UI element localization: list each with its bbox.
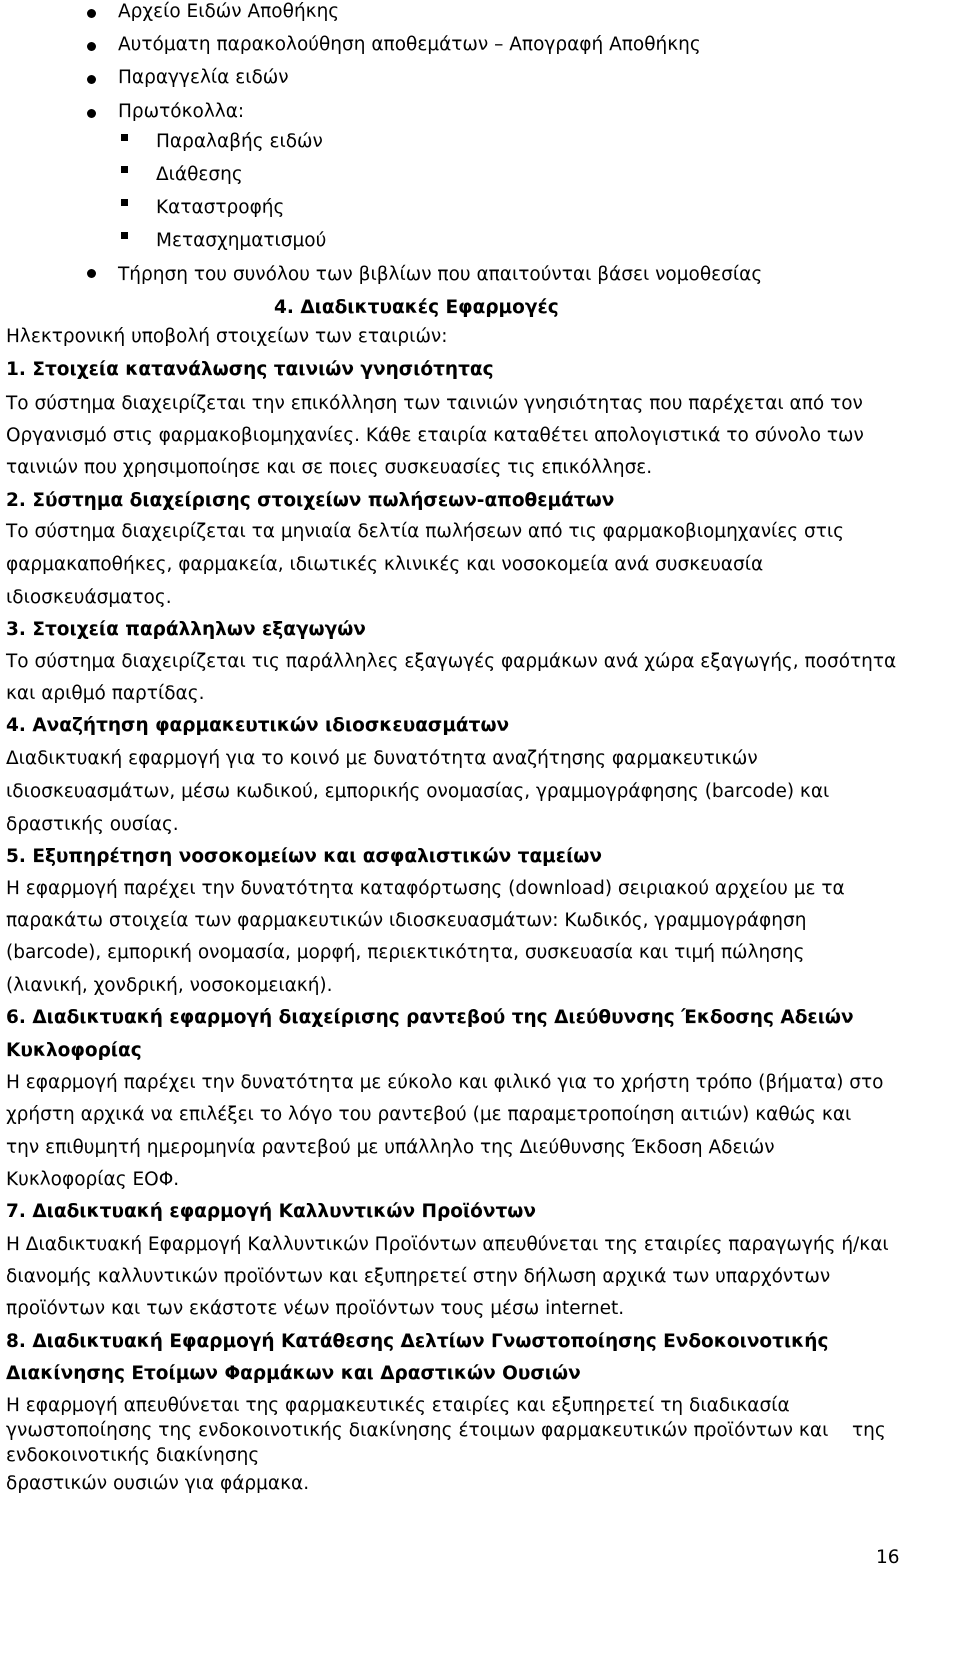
- paragraph-line: της: [852, 1420, 886, 1441]
- item-title: 6. Διαδικτυακή εφαρμογή διαχείρισης ραντεβού της Διεύθυνσης Έκδοσης Αδειών: [6, 1007, 854, 1028]
- intro-text: Ηλεκτρονική υποβολή στοιχείων των εταιριών:: [6, 326, 448, 347]
- item-title: 5. Εξυπηρέτηση νοσοκομείων και ασφαλιστικών ταμείων: [6, 846, 602, 867]
- paragraph-line: δραστικών ουσιών για φάρμακα.: [6, 1473, 310, 1494]
- bullet-item: Παραγγελία ειδών: [118, 67, 289, 88]
- item-title: 4. Αναζήτηση φαρμακευτικών ιδιοσκευασμάτων: [6, 715, 510, 736]
- sub-bullet-square: [121, 134, 128, 141]
- page-number: 16: [876, 1547, 900, 1568]
- bullet-item: Τήρηση του συνόλου των βιβλίων που απαιτούνται βάσει νομοθεσίας: [118, 264, 763, 285]
- bullet-dot: [87, 75, 96, 84]
- item-title: 3. Στοιχεία παράλληλων εξαγωγών: [6, 619, 366, 640]
- item-title: 1. Στοιχεία κατανάλωσης ταινιών γνησιότητας: [6, 359, 494, 380]
- sub-bullet-item: Παραλαβής ειδών: [156, 131, 323, 152]
- paragraph-line: παρακάτω στοιχεία των φαρμακευτικών ιδιοσκευασμάτων: Κωδικός, γραμμογράφηση: [6, 910, 807, 931]
- paragraph-line: χρήστη αρχικά να επιλέξει το λόγο του ραντεβού (με παραμετροποίηση αιτιών) καθώς και: [6, 1104, 852, 1125]
- paragraph-line: Η εφαρμογή παρέχει την δυνατότητα με εύκολο και φιλικό για το χρήστη τρόπο (βήματα) στο: [6, 1072, 884, 1093]
- item-title: 8. Διαδικτυακή Εφαρμογή Κατάθεσης Δελτίων Γνωστοποίησης Ενδοκοινοτικής: [6, 1331, 829, 1352]
- bullet-item: Αρχείο Ειδών Αποθήκης: [118, 1, 340, 22]
- paragraph-line: γνωστοποίησης της ενδοκοινοτικής διακίνησης έτοιμων φαρμακευτικών προϊόντων και: [6, 1420, 829, 1441]
- sub-bullet-item: Καταστροφής: [156, 197, 285, 218]
- paragraph-line: Διαδικτυακή εφαρμογή για το κοινό με δυνατότητα αναζήτησης φαρμακευτικών: [6, 748, 758, 769]
- paragraph-line: Το σύστημα διαχειρίζεται τις παράλληλες εξαγωγές φαρμάκων ανά χώρα εξαγωγής, ποσότητα: [6, 651, 897, 672]
- paragraph-line: Το σύστημα διαχειρίζεται τα μηνιαία δελτία πωλήσεων από τις φαρμακοβιομηχανίες στις: [6, 521, 845, 542]
- bullet-item: Αυτόματη παρακολούθηση αποθεμάτων – Απογραφή Αποθήκης: [118, 34, 701, 55]
- paragraph-line: προϊόντων και των εκάστοτε νέων προϊόντων τους μέσω internet.: [6, 1298, 625, 1319]
- paragraph-line: και αριθμό παρτίδας.: [6, 683, 205, 704]
- sub-bullet-item: Μετασχηματισμού: [156, 230, 327, 251]
- paragraph-line: Η Διαδικτυακή Εφαρμογή Καλλυντικών Προϊόντων απευθύνεται της εταιρίες παραγωγής ή/και: [6, 1234, 889, 1255]
- paragraph-line: Η εφαρμογή απευθύνεται της φαρμακευτικές εταιρίες και εξυπηρετεί τη διαδικασία: [6, 1395, 790, 1416]
- bullet-item: Πρωτόκολλα:: [118, 101, 245, 122]
- paragraph-line: ιδιοσκευασμάτων, μέσω κωδικού, εμπορικής ονομασίας, γραμμογράφησης (barcode) και: [6, 781, 830, 802]
- item-title: Διακίνησης Ετοίμων Φαρμάκων και Δραστικών Ουσιών: [6, 1363, 581, 1384]
- paragraph-line: Οργανισμό στις φαρμακοβιομηχανίες. Κάθε εταιρία καταθέτει απολογιστικά το σύνολο των: [6, 425, 864, 446]
- paragraph-line: ταινιών που χρησιμοποίησε και σε ποιες συσκευασίες τις επικόλλησε.: [6, 457, 653, 478]
- paragraph-line: Κυκλοφορίας ΕΟΦ.: [6, 1169, 180, 1190]
- paragraph-line: (λιανική, χονδρική, νοσοκομειακή).: [6, 975, 333, 996]
- bullet-dot: [87, 109, 96, 118]
- paragraph-line: ενδοκοινοτικής διακίνησης: [6, 1445, 260, 1466]
- sub-bullet-square: [121, 199, 128, 206]
- bullet-dot: [87, 42, 96, 51]
- paragraph-line: ιδιοσκευάσματος.: [6, 587, 172, 608]
- sub-bullet-square: [121, 166, 128, 173]
- paragraph-line: (barcode), εμπορική ονομασία, μορφή, περιεκτικότητα, συσκευασία και τιμή πώλησης: [6, 942, 805, 963]
- paragraph-line: δραστικής ουσίας.: [6, 814, 179, 835]
- paragraph-line: φαρμακαποθήκες, φαρμακεία, ιδιωτικές κλινικές και νοσοκομεία ανά συσκευασία: [6, 554, 764, 575]
- item-title: Κυκλοφορίας: [6, 1040, 142, 1061]
- paragraph-line: Το σύστημα διαχειρίζεται την επικόλληση των ταινιών γνησιότητας που παρέχεται από τον: [6, 393, 863, 414]
- sub-bullet-square: [121, 232, 128, 239]
- paragraph-line: την επιθυμητή ημερομηνία ραντεβού με υπάλληλο της Διεύθυνσης Έκδοση Αδειών: [6, 1137, 775, 1158]
- bullet-dot: [87, 269, 96, 278]
- bullet-dot: [87, 9, 96, 18]
- paragraph-line: Η εφαρμογή παρέχει την δυνατότητα καταφόρτωσης (download) σειριακού αρχείου με τα: [6, 878, 845, 899]
- section-heading: 4. Διαδικτυακές Εφαρμογές: [274, 297, 559, 318]
- paragraph-line: διανομής καλλυντικών προϊόντων και εξυπηρετεί στην δήλωση αρχικά των υπαρχόντων: [6, 1266, 831, 1287]
- item-title: 7. Διαδικτυακή εφαρμογή Καλλυντικών Προϊόντων: [6, 1201, 536, 1222]
- sub-bullet-item: Διάθεσης: [156, 164, 243, 185]
- item-title: 2. Σύστημα διαχείρισης στοιχείων πωλήσεων-αποθεμάτων: [6, 490, 615, 511]
